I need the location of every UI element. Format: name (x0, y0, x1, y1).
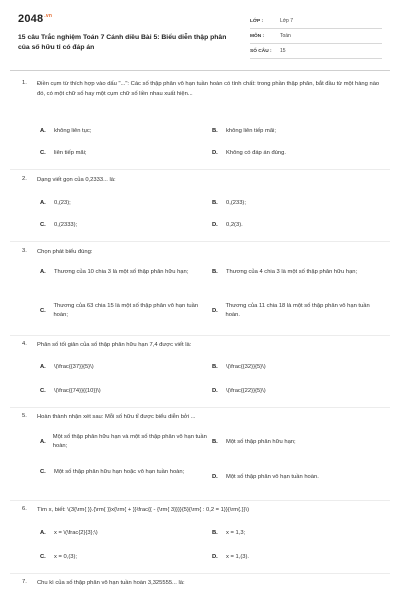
question-text: Điền cụm từ thích hợp vào dấu "...": Các số thập phân vô hạn tuần hoàn có tính chất: trong phần thập phân, bắt đầu từ một hàng nào đó, có một chữ số hay một cụm chữ số liền nhau xuất hiện... (37, 81, 380, 97)
option-a[interactable]: A. 0,(23); (40, 200, 71, 207)
question-divider (10, 169, 390, 170)
question-text: Phân số tối giản của số thập phân hữu hạn 7,4 được viết là: (37, 342, 192, 348)
question-divider (10, 573, 390, 574)
option-b[interactable]: B. Một số thập phân hữu hạn; (212, 439, 296, 446)
question-number: 2. (22, 176, 27, 182)
option-d[interactable]: D. Thương của 11 chia 18 là một số thập phân vô hạn tuần hoàn. (212, 303, 370, 318)
option-b[interactable]: B. \(\frac{{32}}{5}\) (212, 364, 266, 371)
question-text: Chọn phát biểu đúng: (37, 249, 93, 255)
option-d[interactable]: D. x = 1,(3). (212, 554, 250, 561)
option-c[interactable]: C. 0,(2333); (40, 222, 78, 229)
meta-value: Toán (280, 33, 291, 39)
option-c[interactable]: C. Thương của 63 chia 15 là một số thập phân vô hạn tuần hoàn; (40, 303, 199, 318)
question-7 (22, 579, 382, 589)
option-d[interactable]: D. Không có đáp án đúng. (212, 150, 286, 157)
question-4 (22, 341, 382, 351)
question-divider (10, 407, 390, 408)
question-5 (22, 413, 382, 423)
question-number: 6. (22, 506, 27, 512)
option-c[interactable]: C. \(\frac{{74}}{{10}}\) (40, 388, 101, 395)
question-6 (22, 506, 382, 516)
meta-value: Lớp 7 (280, 18, 294, 24)
question-text: Chu kì của số thập phân vô hạn tuần hoàn 3,325555... là: (37, 580, 185, 586)
question-number: 4. (22, 341, 27, 347)
question-number: 7. (22, 579, 27, 585)
question-text: Dạng viết gọn của 0,2333... là: (37, 177, 116, 183)
option-a[interactable]: A. Thương của 10 chia 3 là một số thập phân hữu hạn; (40, 269, 189, 276)
option-b[interactable]: B. Thương của 4 chia 3 là một số thập phân hữu hạn; (212, 269, 358, 276)
meta-label: LỚP : (250, 18, 264, 24)
option-a[interactable]: A. \(\frac{{37}}{5}\) (40, 364, 94, 371)
question-2 (22, 176, 382, 186)
meta-row-subject (250, 29, 382, 44)
option-c[interactable]: C. Một số thập phân hữu hạn hoặc vô hạn tuần hoàn; (40, 469, 185, 476)
question-number: 5. (22, 413, 27, 419)
meta-value: 15 (280, 48, 286, 54)
question-divider (10, 241, 390, 242)
meta-row-grade (250, 14, 382, 29)
question-divider (10, 335, 390, 336)
question-number: 1. (22, 80, 27, 86)
option-d[interactable]: D. 0,2(3). (212, 222, 243, 229)
option-b[interactable]: B. 0,(233); (212, 200, 246, 207)
page-title: 15 câu Trắc nghiệm Toán 7 Cánh diều Bài 5: Biểu diễn thập phân của số hữu tỉ có đáp án (18, 34, 227, 51)
option-b[interactable]: B. x = 1,3; (212, 530, 246, 537)
question-divider (10, 500, 390, 501)
question-text: Tìm x, biết: \(3{\rm{ }}.{\rm{ }}x{\rm{ + }}\frac{{ - {\rm{ 3}}}}{5}{\rm{ : 0,2 = 1}}{\rm{.}}\) (37, 507, 250, 513)
question-3 (22, 248, 382, 258)
option-b[interactable]: B. không liên tiếp mãi; (212, 128, 276, 135)
option-a[interactable]: A. Một số thập phân hữu hạn và một số thập phân vô hạn tuần hoàn; (40, 434, 207, 449)
option-c[interactable]: C. x = 0,(3); (40, 554, 78, 561)
option-a[interactable]: A. x = \(\frac{2}{3};\) (40, 530, 98, 537)
option-a[interactable]: A. không liên tục; (40, 128, 92, 135)
meta-label: SỐ CÂU : (250, 48, 272, 54)
question-number: 3. (22, 248, 27, 254)
question-1 (22, 80, 382, 99)
option-d[interactable]: D. Một số thập phân vô hạn tuần hoàn. (212, 474, 319, 481)
meta-table (250, 14, 382, 59)
option-c[interactable]: C. liên tiếp mãi; (40, 150, 87, 157)
site-logo[interactable]: $2048^{.vn}$ (18, 13, 53, 25)
option-d[interactable]: D. \(\frac{{22}}{5}\) (212, 388, 266, 395)
meta-row-count (250, 44, 382, 59)
header-divider (10, 70, 390, 71)
meta-label: MÔN : (250, 33, 265, 39)
question-text: Hoàn thành nhận xét sau: Mỗi số hữu tỉ được biểu diễn bởi ... (37, 414, 196, 420)
